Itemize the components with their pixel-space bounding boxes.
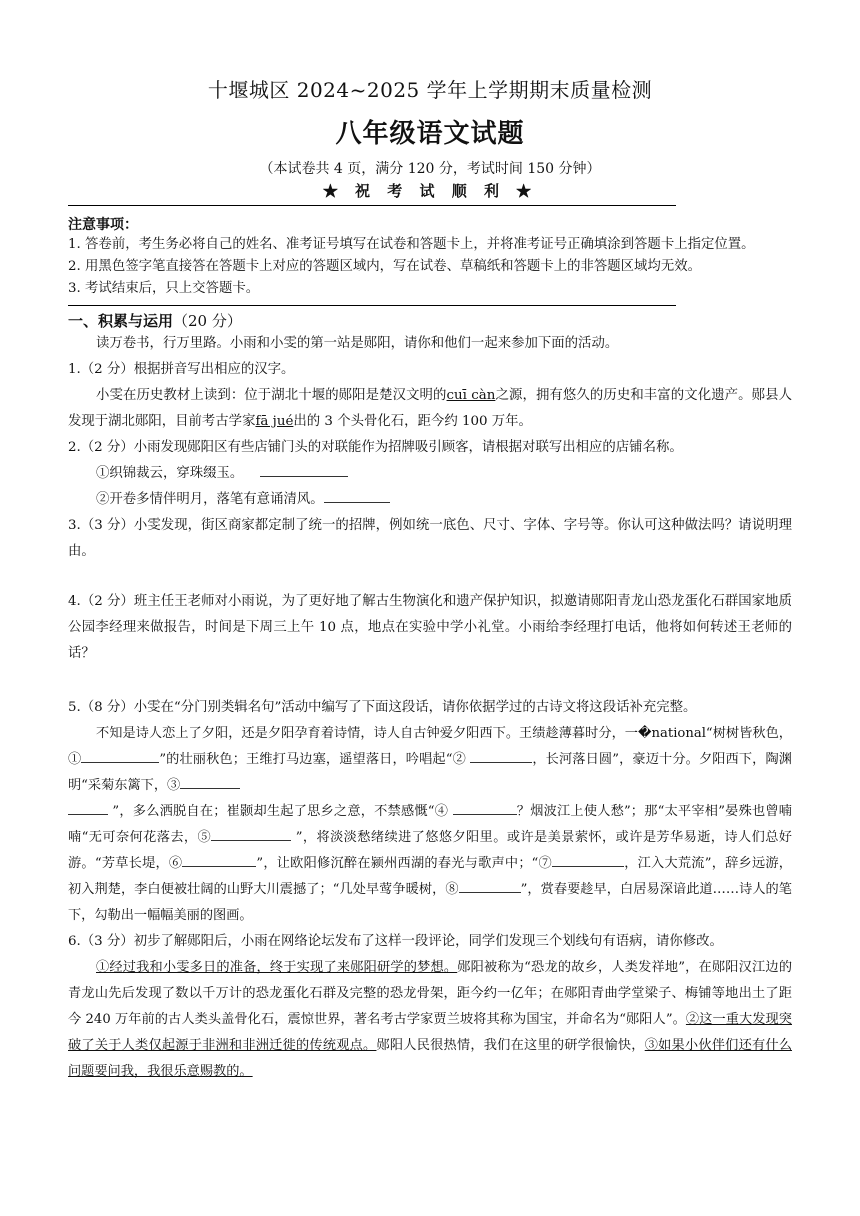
- exam-title: 十堰城区 2024~2025 学年上学期期末质量检测: [207, 78, 653, 102]
- subject-title: 八年级语文试题: [335, 119, 525, 149]
- q1-text-c: 出的 3 个头骨化石，距今约 100 万年。: [293, 414, 532, 429]
- q5-seg-5: ？烟波江上使人愁”；那“太平宰相”晏殊也曾喃喃“无可奈何花落去，⑤: [68, 804, 792, 845]
- notice-item-3: 3. 考试结束后，只上交答题卡。: [68, 281, 260, 296]
- q2-blank-1[interactable]: [260, 462, 348, 477]
- q5-stem: 5.（8 分）小雯在“分门别类辑名句”活动中编写了下面这段话，请你依据学过的古诗文将这段话补充完整。: [68, 700, 697, 715]
- q5-seg-1: 不知是诗人恋上了夕阳，还是夕阳孕育着诗情，诗人自古钟爱夕阳西下。王绩趁薄暮时分，一�national“树树皆秋色，①: [68, 726, 792, 767]
- section-intro: 读万卷书，行万里路。小雨和小雯的第一站是郧阳，请你和他们一起来参加下面的活动。: [96, 336, 619, 351]
- divider-top: [68, 205, 676, 206]
- q6-text-2: 郧阳人民很热情，我们在这里的研学很愉快，: [376, 1038, 645, 1053]
- q6-sentence-1: ①经过我和小雯多日的准备，终于实现了来郧阳研学的梦想。: [96, 960, 458, 975]
- section-title: [68, 310, 792, 331]
- notice-item-1: 1. 答卷前，考生务必将自己的姓名、准考证号填写在试卷和答题卡上，并将准考证号正确填涂到答题卡上指定位置。: [68, 237, 755, 252]
- pinyin-cuican: cuī càn: [446, 388, 496, 403]
- q5-seg-2: ”的壮丽秋色；王维打马边塞，遥望落日，吟唱起“②: [159, 752, 466, 767]
- q5-blank-3-cont[interactable]: [68, 800, 108, 815]
- pinyin-fajue: fā jué: [255, 414, 294, 429]
- q5-blank-2[interactable]: [470, 748, 532, 763]
- q6-passage: [68, 955, 792, 1085]
- q2-item-1-text: ①织锦裁云，穿珠缀玉。: [96, 466, 244, 481]
- q1-body: [68, 383, 792, 435]
- q2-item-1: [68, 461, 792, 487]
- q3-answer-space: [68, 565, 792, 589]
- q1-stem: 1.（2 分）根据拼音写出相应的汉字。: [68, 362, 295, 377]
- q6-sentence-3: ③如果小伙伴们还有什么问题要问我，我很乐意赐教的。: [68, 1038, 793, 1079]
- q1-text-a: 小雯在历史教材上读到：位于湖北十堰的郧阳是楚汉文明的: [96, 388, 447, 403]
- q5-blank-7[interactable]: [552, 852, 624, 867]
- q2-blank-2[interactable]: [324, 488, 390, 503]
- q5-blank-3[interactable]: [180, 774, 240, 789]
- exam-info: （本试卷共 4 页，满分 120 分，考试时间 150 分钟）: [259, 161, 601, 177]
- section-name: 一、积累与运用: [68, 312, 174, 330]
- wish-line: ★ 祝 考 试 顺 利 ★: [322, 182, 538, 200]
- q5-seg-8: ，江入大荒流”，辞乡远游，初入荆楚，李白便被壮阔的山野大川震撼了；“几处早莺争暖树，⑧: [68, 856, 792, 897]
- q2-item-2-text: ②开卷多情伴明月，落笔有意诵清风。: [96, 492, 324, 507]
- q2-stem: 2.（2 分）小雨发现郧阳区有些店铺门头的对联能作为招牌吸引顾客，请根据对联写出相应的店铺名称。: [68, 440, 683, 455]
- q5-blank-1[interactable]: [81, 748, 159, 763]
- q5-seg-9: ”，赏春要趁早，白居易深谙此道……诗人的笔下，勾勒出一幅幅美丽的图画。: [68, 882, 792, 923]
- q5-passage: [68, 721, 792, 929]
- notice-item-2: 2. 用黑色签字笔直接答在答题卡上对应的答题区域内，写在试卷、草稿纸和答题卡上的非答题区域均无效。: [68, 259, 701, 274]
- q5-seg-4: ”，多么洒脱自在；崔颢却生起了思乡之意，不禁感慨“④: [112, 804, 449, 819]
- q6-sentence-2: ②这一重大发现突破了关于人类仅起源于非洲和非洲迁徙的传统观点。: [68, 1012, 792, 1053]
- exam-page: [68, 70, 792, 1085]
- q5-blank-8[interactable]: [459, 878, 521, 893]
- q2-item-2: [68, 487, 792, 513]
- q4-stem: 4.（2 分）班主任王老师对小雨说，为了更好地了解古生物演化和遗产保护知识，拟邀请郧阳青龙山恐龙蛋化石群国家地质公园李经理来做报告，时间是下周三上午 10 点，地点在实验中学小礼堂。小雨给李经理打电话，他将如何转述王老师的话？: [68, 594, 792, 661]
- divider-bottom: [68, 305, 676, 306]
- notice-title: 注意事项：: [68, 217, 138, 233]
- q5-seg-7: ”，让欧阳修沉醉在颍州西湖的春光与歌声中；“⑦: [256, 856, 552, 871]
- q4-answer-space: [68, 667, 792, 695]
- q1-text-b: 之源，拥有悠久的历史和丰富的文化遗产。郧县人发现于湖北郧阳，目前考古学家: [68, 388, 793, 429]
- section-score: （20 分）: [173, 312, 242, 330]
- q5-seg-6: ”，将淡淡愁绪续进了悠悠夕阳里。或许是美景萦怀，或许是芳华易逝，诗人们总好游。“芳草长堤，⑥: [68, 830, 792, 871]
- q5-blank-5[interactable]: [211, 826, 291, 841]
- q5-seg-3: ，长河落日圆”，豪迈十分。夕阳西下，陶渊明“采菊东篱下，③: [68, 752, 792, 793]
- q5-blank-4[interactable]: [453, 800, 517, 815]
- q6-stem: 6.（3 分）初步了解郧阳后，小雨在网络论坛发布了这样一段评论，同学们发现三个划线句有语病，请你修改。: [68, 934, 723, 949]
- q5-blank-6[interactable]: [182, 852, 256, 867]
- q6-text-1: 郧阳被称为“恐龙的故乡，人类发祥地”，在郧阳汉江边的青龙山先后发现了数以千万计的恐龙蛋化石群及完整的恐龙骨架，距今约一亿年；在郧阳青曲学堂梁子、梅铺等地出土了距今 240 万年前的古人类头盖骨化石，震惊世界，著名考古学家贾兰坡将其称为国宝，并命名为“郧阳人”。: [68, 960, 793, 1027]
- q3-stem: 3.（3 分）小雯发现，街区商家都定制了统一的招牌，例如统一底色、尺寸、字体、字号等。你认可这种做法吗？请说明理由。: [68, 518, 792, 559]
